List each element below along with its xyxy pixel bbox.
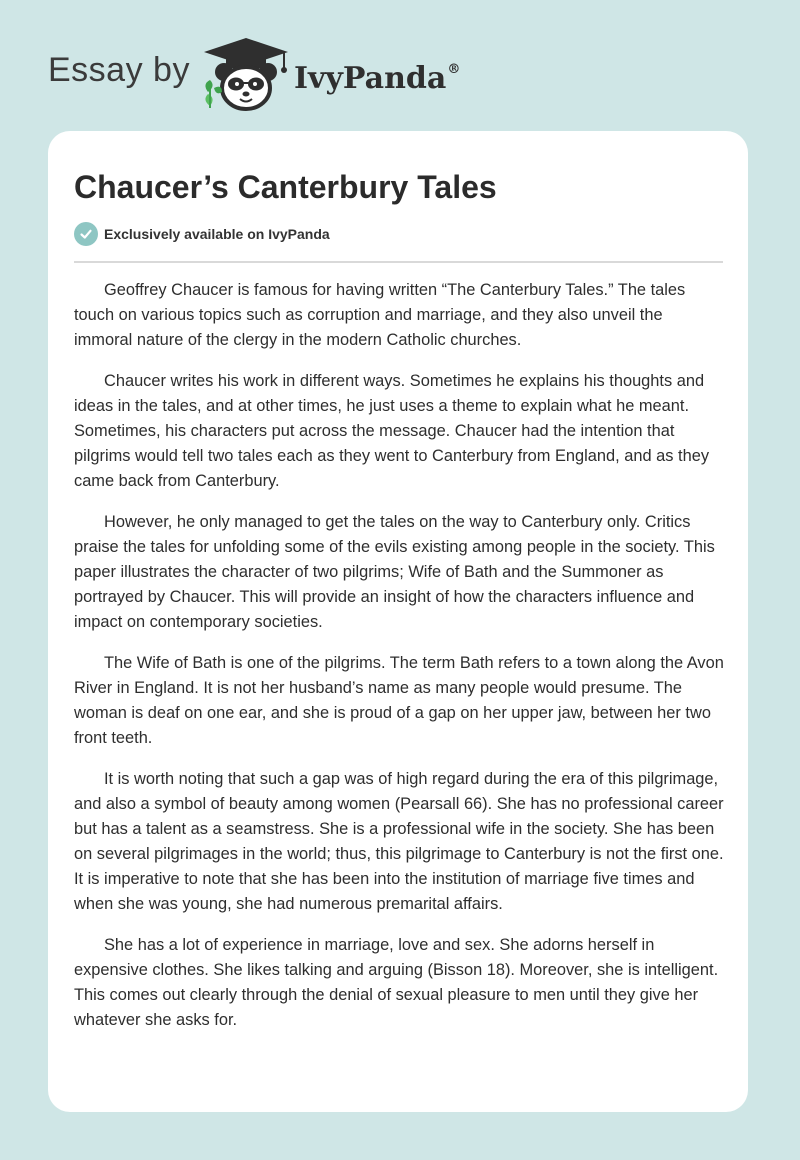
paragraph: It is worth noting that such a gap was of high regard during the era of this pilgrimage, and also a symbol of beauty among women (Pearsall 66). She has no professional career but has a talent as a seamstress. She is a professional wife in the society. She has been on several pilgrimages in the world; thus, this pilgrimage to Canterbury is not the first one. It is imperative to note that she has been into the institution of marriage five times and when she was young, she had numerous premarital affairs. [74, 770, 724, 913]
essay-card [48, 131, 748, 1112]
panda-logo-icon[interactable] [200, 36, 292, 112]
badge-label: Exclusively available on IvyPanda [104, 226, 330, 242]
availability-badge [74, 221, 330, 247]
brand-name[interactable]: IvyPanda® [294, 61, 461, 96]
site-header [48, 36, 488, 112]
paragraph: Chaucer writes his work in different ways. Sometimes he explains his thoughts and ideas in the tales, and at other times, he just uses a theme to explain what he meant. Sometimes, his characters put across the message. Chaucer had the intention that pilgrims would tell two tales each as they went to Canterbury from England, and as they came back from Canterbury. [74, 372, 710, 490]
paragraph: She has a lot of experience in marriage, love and sex. She adorns herself in expensive clothes. She likes talking and arguing (Bisson 18). Moreover, she is intelligent. This comes out clearly through the denial of sexual pleasure to men until they give her whatever she asks for. [74, 936, 719, 1029]
page-title: Chaucer’s Canterbury Tales [74, 169, 497, 205]
paragraph: The Wife of Bath is one of the pilgrims. The term Bath refers to a town along the Avon River in England. It is not her husband’s name as many people would presume. The woman is deaf on one ear, and she is proud of a gap on her upper jaw, between her two front teeth. [74, 654, 724, 747]
essay-by-label: Essay by [48, 51, 190, 89]
paragraph: Geoffrey Chaucer is famous for having written “The Canterbury Tales.” The tales touch on various topics such as corruption and marriage, and they also unveil the immoral nature of the clergy in the modern Catholic churches. [74, 281, 686, 349]
registered-mark: ® [447, 62, 461, 77]
divider [74, 261, 723, 263]
paragraph: However, he only managed to get the tales on the way to Canterbury only. Critics praise the tales for unfolding some of the evils existing among people in the society. This paper illustrates the character of two pilgrims; Wife of Bath and the Summoner as portrayed by Chaucer. This will provide an insight of how the characters influence and impact on contemporary societies. [74, 513, 715, 631]
check-circle-icon [74, 222, 98, 246]
essay-body [74, 278, 724, 1049]
